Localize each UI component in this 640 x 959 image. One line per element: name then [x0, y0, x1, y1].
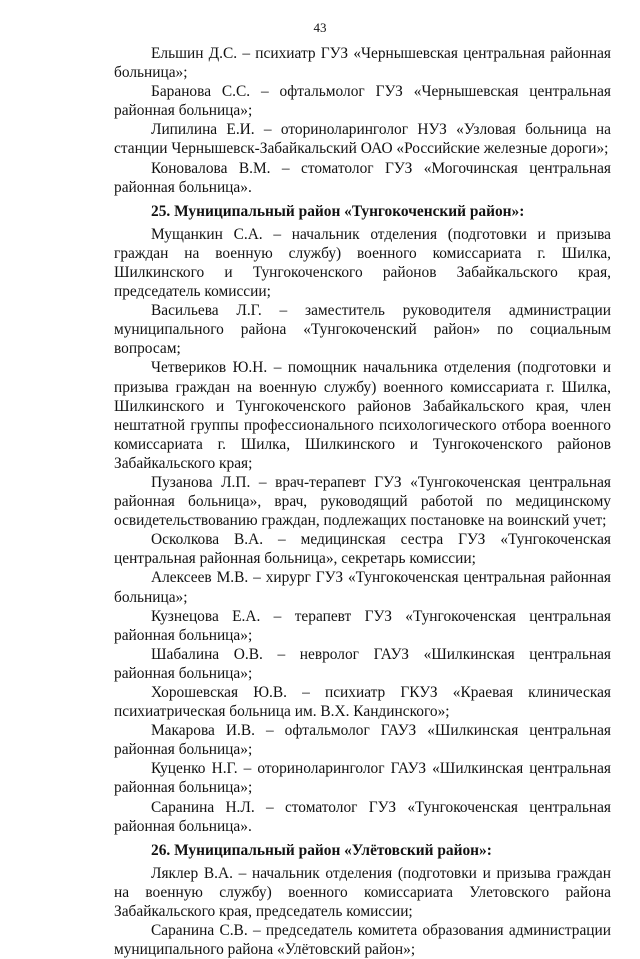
section-heading-25: 25. Муниципальный район «Тунгокоченский район»:: [151, 202, 525, 220]
member-entry: Саранина С.В. – председатель комитета образования администрации муниципального района «Улётовский район»;: [114, 922, 611, 959]
document-body: [114, 44, 611, 959]
member-entry: Ельшин Д.С. – психиатр ГУЗ «Чернышевская центральная районная больница»;: [114, 45, 611, 82]
member-entry: Осколкова В.А. – медицинская сестра ГУЗ «Тунгокоченская центральная районная больница», секретарь комиссии;: [114, 531, 611, 568]
member-entry: Пузанова Л.П. – врач-терапевт ГУЗ «Тунгокоченская центральная районная больница», врач, руководящий работой по медицинскому освидетельствованию граждан, подлежащих постановке на воинский учет;: [114, 473, 611, 530]
section-heading-26: 26. Муниципальный район «Улётовский район»:: [151, 841, 492, 859]
member-entry: Коновалова В.М. – стоматолог ГУЗ «Могочинская центральная районная больница».: [114, 159, 611, 196]
member-entry: Саранина Н.Л. – стоматолог ГУЗ «Тунгокоченская центральная районная больница».: [114, 798, 611, 835]
member-entry: Ляклер В.А. – начальник отделения (подготовки и призыва граждан на военную службу) военного комиссариата Улетовского района Забайкальского края, председатель комиссии;: [114, 864, 611, 920]
member-entry: Мущанкин С.А. – начальник отделения (подготовки и призыва граждан на военную службу) военного комиссариата г. Шилка, Шилкинского и Тунгокоченского районов Забайкальского края, председатель комиссии;: [114, 225, 611, 301]
member-entry: Липилина Е.И. – оториноларинголог НУЗ «Узловая больница на станции Чернышевск-Забайкальский ОАО «Российские железные дороги»;: [114, 121, 611, 158]
member-entry: Алексеев М.В. – хирург ГУЗ «Тунгокоченская центральная районная больница»;: [114, 569, 611, 606]
page-number: 43: [313, 20, 327, 35]
member-entry: Хорошевская Ю.В. – психиатр ГКУЗ «Краевая клиническая психиатрическая больница им. В.Х. Кандинского»;: [114, 684, 611, 721]
member-entry: Макарова И.В. – офтальмолог ГАУЗ «Шилкинская центральная районная больница»;: [114, 722, 611, 759]
member-entry: Васильева Л.Г. – заместитель руководителя администрации муниципального района «Тунгокоченский район» по социальным вопросам;: [114, 302, 611, 358]
member-entry: Баранова С.С. – офтальмолог ГУЗ «Чернышевская центральная районная больница»;: [114, 83, 611, 120]
member-entry: Куценко Н.Г. – оториноларинголог ГАУЗ «Шилкинская центральная районная больница»;: [114, 760, 611, 797]
member-entry: Четвериков Ю.Н. – помощник начальника отделения (подготовки и призыва граждан на военную службу) военного комиссариата г. Шилка, Шилкинского и Тунгокоченского районов Забайкальского края, член нештатной группы профессионального психологического отбора военного комиссариата г. Шилка, Шилкинского и Тунгокоченского районов Забайкальского края;: [114, 359, 611, 472]
member-entry: Шабалина О.В. – невролог ГАУЗ «Шилкинская центральная районная больница»;: [114, 645, 611, 682]
member-entry: Кузнецова Е.А. – терапевт ГУЗ «Тунгокоченская центральная районная больница»;: [114, 607, 611, 644]
